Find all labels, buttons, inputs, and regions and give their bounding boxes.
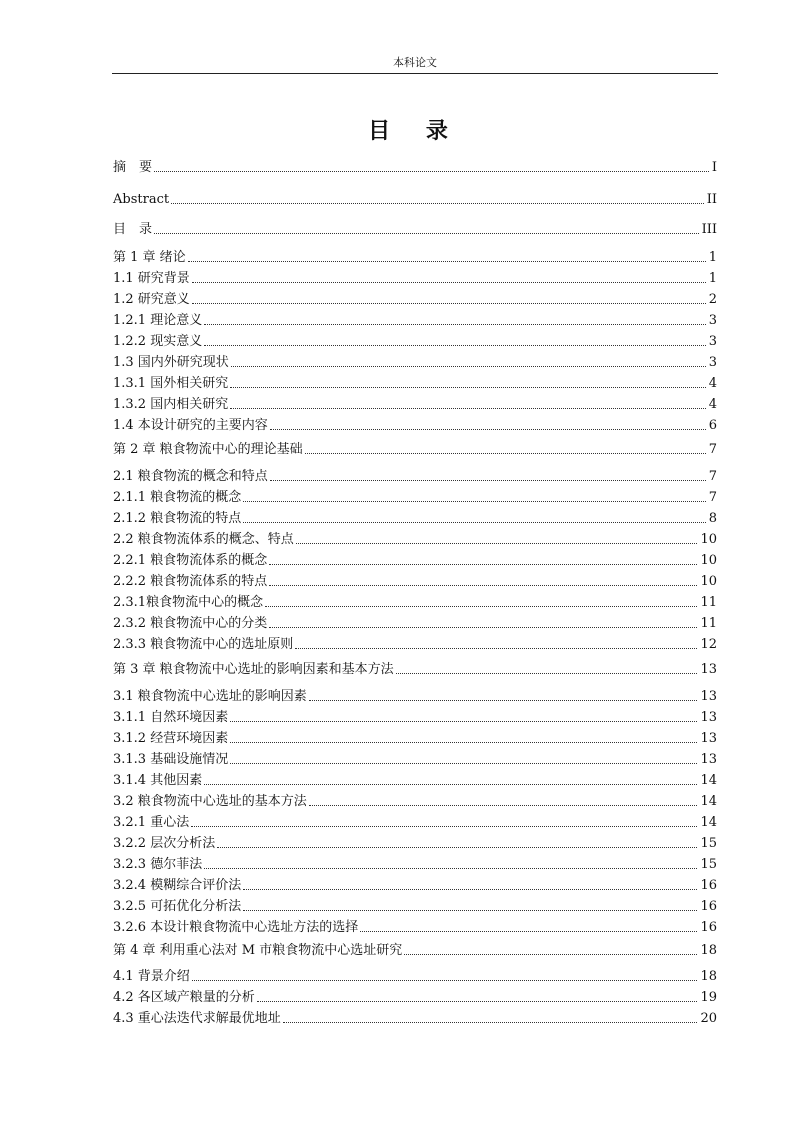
toc-entry-label: 1.2.2 现实意义	[113, 334, 203, 349]
toc-leader-dots	[283, 1022, 698, 1023]
toc-entry-label: 第 1 章 绪论	[113, 250, 186, 265]
toc-entry[interactable]	[113, 897, 717, 915]
toc-entry[interactable]	[113, 967, 717, 985]
toc-leader-dots	[309, 700, 698, 701]
toc-entry-page: 13	[700, 731, 717, 746]
toc-leader-dots	[269, 564, 697, 565]
toc-entry[interactable]	[113, 918, 717, 936]
toc-entry-label: 2.3.2 粮食物流中心的分类	[113, 616, 268, 631]
toc-entry-page: 14	[700, 773, 717, 788]
toc-entry[interactable]	[113, 467, 717, 485]
toc-entry-page: 2	[708, 292, 717, 307]
toc-leader-dots	[204, 784, 697, 785]
toc-leader-dots	[192, 303, 706, 304]
toc-leader-dots	[230, 763, 697, 764]
toc-entry-label: 1.2 研究意义	[113, 292, 190, 307]
toc-entry-page: 3	[708, 355, 717, 370]
toc-leader-dots	[243, 522, 706, 523]
toc-entry-page: 7	[708, 442, 717, 457]
toc-leader-dots	[230, 742, 697, 743]
toc-leader-dots	[230, 721, 697, 722]
toc-entry[interactable]	[113, 395, 717, 413]
toc-entry-label: 1.2.1 理论意义	[113, 313, 203, 328]
toc-leader-dots	[305, 453, 706, 454]
toc-leader-dots	[192, 980, 698, 981]
toc-leader-dots	[269, 585, 697, 586]
toc-entry-label: 2.1.2 粮食物流的特点	[113, 511, 242, 526]
toc-leader-dots	[360, 931, 697, 932]
toc-entry[interactable]	[113, 593, 717, 611]
page-header: 本科论文	[393, 56, 437, 69]
toc-leader-dots	[192, 282, 706, 283]
toc-entry-page: 11	[700, 595, 717, 610]
toc-entry[interactable]	[113, 750, 717, 768]
toc-leader-dots	[265, 606, 697, 607]
toc-entry-page: 13	[700, 752, 717, 767]
toc-entry-page: 1	[708, 271, 717, 286]
toc-entry-label: 2.2 粮食物流体系的概念、特点	[113, 532, 294, 547]
toc-entry-page: I	[711, 160, 717, 175]
toc-entry-page: 10	[700, 553, 717, 568]
toc-entry-page: III	[701, 222, 717, 237]
toc-leader-dots	[230, 387, 706, 388]
toc-entry-label: 目 录	[113, 222, 153, 237]
toc-entry-label: 3.2 粮食物流中心选址的基本方法	[113, 794, 307, 809]
toc-entry-page: 13	[700, 662, 717, 677]
toc-entry-page: 15	[700, 836, 717, 851]
toc-entry-label: 1.3 国内外研究现状	[113, 355, 229, 370]
toc-entry[interactable]	[113, 687, 717, 705]
toc-leader-dots	[171, 203, 704, 204]
toc-entry[interactable]	[113, 248, 717, 266]
toc-entry-label: 3.1.4 其他因素	[113, 773, 203, 788]
toc-leader-dots	[154, 171, 709, 172]
toc-entry[interactable]	[113, 488, 717, 506]
toc-entry[interactable]	[113, 660, 717, 678]
toc-entry-page: 13	[700, 710, 717, 725]
toc-entry[interactable]	[113, 290, 717, 308]
toc-entry-label: 3.2.5 可拓优化分析法	[113, 899, 242, 914]
toc-entry[interactable]	[113, 572, 717, 590]
toc-entry-page: 18	[700, 969, 717, 984]
toc-entry-label: 3.1.3 基础设施情况	[113, 752, 229, 767]
toc-leader-dots	[296, 543, 698, 544]
toc-leader-dots	[204, 345, 706, 346]
toc-leader-dots	[404, 954, 697, 955]
toc-leader-dots	[243, 889, 697, 890]
toc-entry[interactable]	[113, 374, 717, 392]
toc-entry[interactable]	[113, 771, 717, 789]
toc-title: 目 录	[368, 119, 462, 144]
toc-entry-label: 2.2.1 粮食物流体系的概念	[113, 553, 268, 568]
toc-entry-label: 3.2.2 层次分析法	[113, 836, 216, 851]
toc-entry-page: 19	[700, 990, 717, 1005]
toc-entry[interactable]	[113, 440, 717, 458]
toc-leader-dots	[295, 648, 697, 649]
toc-leader-dots	[243, 910, 697, 911]
toc-entry-label: 3.1.2 经营环境因素	[113, 731, 229, 746]
toc-entry[interactable]	[113, 708, 717, 726]
toc-entry-page: 14	[700, 815, 717, 830]
toc-entry[interactable]	[113, 792, 717, 810]
toc-entry-label: 2.2.2 粮食物流体系的特点	[113, 574, 268, 589]
toc-entry-page: 6	[708, 418, 717, 433]
toc-entry-page: 3	[708, 334, 717, 349]
toc-entry-page: 12	[700, 637, 717, 652]
toc-entry-page: 16	[700, 899, 717, 914]
toc-entry[interactable]	[113, 220, 717, 238]
toc-entry-label: 3.1.1 自然环境因素	[113, 710, 229, 725]
toc-entry-label: 3.2.1 重心法	[113, 815, 190, 830]
toc-leader-dots	[230, 408, 706, 409]
toc-entry-page: 4	[708, 397, 717, 412]
toc-entry-label: 2.1.1 粮食物流的概念	[113, 490, 242, 505]
toc-entry-page: 20	[700, 1011, 717, 1026]
toc-entry[interactable]	[113, 876, 717, 894]
toc-entry[interactable]	[113, 332, 717, 350]
toc-entry-page: 1	[708, 250, 717, 265]
toc-entry-label: 第 3 章 粮食物流中心选址的影响因素和基本方法	[113, 662, 394, 677]
toc-entry-page: 14	[700, 794, 717, 809]
toc-entry-page: 13	[700, 689, 717, 704]
toc-entry[interactable]	[113, 530, 717, 548]
toc-leader-dots	[191, 826, 697, 827]
header-rule	[112, 73, 718, 74]
toc-entry-label: 3.1 粮食物流中心选址的影响因素	[113, 689, 307, 704]
toc-entry[interactable]	[113, 834, 717, 852]
toc-leader-dots	[154, 233, 699, 234]
toc-entry-page: 16	[700, 878, 717, 893]
toc-entry-page: 8	[708, 511, 717, 526]
toc-leader-dots	[204, 324, 706, 325]
toc-leader-dots	[396, 673, 698, 674]
toc-entry-label: 1.1 研究背景	[113, 271, 190, 286]
toc-entry-label: Abstract	[113, 192, 170, 207]
toc-entry-label: 4.2 各区域产粮量的分析	[113, 990, 255, 1005]
toc-entry-label: 第 4 章 利用重心法对 M 市粮食物流中心选址研究	[113, 943, 403, 958]
toc-entry-label: 4.1 背景介绍	[113, 969, 190, 984]
toc-entry-page: 7	[708, 490, 717, 505]
toc-entry-label: 3.2.6 本设计粮食物流中心选址方法的选择	[113, 920, 359, 935]
toc-entry[interactable]	[113, 551, 717, 569]
toc-entry[interactable]	[113, 311, 717, 329]
toc-leader-dots	[269, 627, 697, 628]
toc-entry[interactable]	[113, 813, 717, 831]
toc-entry[interactable]	[113, 190, 717, 208]
toc-entry-label: 4.3 重心法迭代求解最优地址	[113, 1011, 281, 1026]
toc-entry-label: 1.3.1 国外相关研究	[113, 376, 229, 391]
toc-entry-label: 第 2 章 粮食物流中心的理论基础	[113, 442, 303, 457]
toc-entry-page: 16	[700, 920, 717, 935]
toc-leader-dots	[204, 868, 697, 869]
toc-entry[interactable]	[113, 988, 717, 1006]
toc-leader-dots	[270, 480, 706, 481]
toc-entry-label: 1.4 本设计研究的主要内容	[113, 418, 268, 433]
toc-entry[interactable]	[113, 1009, 717, 1027]
toc-leader-dots	[309, 805, 698, 806]
toc-entry[interactable]	[113, 509, 717, 527]
toc-leader-dots	[217, 847, 697, 848]
toc-leader-dots	[188, 261, 706, 262]
toc-entry-page: 10	[700, 574, 717, 589]
toc-entry-page: 18	[700, 943, 717, 958]
toc-leader-dots	[270, 429, 706, 430]
toc-entry[interactable]	[113, 269, 717, 287]
toc-entry-label: 2.3.3 粮食物流中心的选址原则	[113, 637, 294, 652]
toc-entry[interactable]	[113, 158, 717, 176]
toc-leader-dots	[257, 1001, 698, 1002]
toc-entry[interactable]	[113, 353, 717, 371]
toc-entry-page: II	[706, 192, 717, 207]
toc-entry-label: 1.3.2 国内相关研究	[113, 397, 229, 412]
toc-entry[interactable]	[113, 729, 717, 747]
toc-entry-page: 15	[700, 857, 717, 872]
toc-leader-dots	[231, 366, 706, 367]
toc-entry-page: 4	[708, 376, 717, 391]
toc-entry-page: 7	[708, 469, 717, 484]
toc-entry-label: 2.1 粮食物流的概念和特点	[113, 469, 268, 484]
toc-entry-label: 2.3.1粮食物流中心的概念	[113, 595, 264, 610]
toc-entry[interactable]	[113, 614, 717, 632]
toc-entry[interactable]	[113, 855, 717, 873]
toc-entry-label: 3.2.3 德尔菲法	[113, 857, 203, 872]
toc-entry-page: 3	[708, 313, 717, 328]
toc-entry-page: 11	[700, 616, 717, 631]
toc-entry-label: 摘 要	[113, 160, 153, 175]
toc-entry[interactable]	[113, 416, 717, 434]
toc-entry[interactable]	[113, 941, 717, 959]
toc-entry[interactable]	[113, 635, 717, 653]
toc-entry-page: 10	[700, 532, 717, 547]
toc-leader-dots	[243, 501, 706, 502]
toc-entry-label: 3.2.4 模糊综合评价法	[113, 878, 242, 893]
